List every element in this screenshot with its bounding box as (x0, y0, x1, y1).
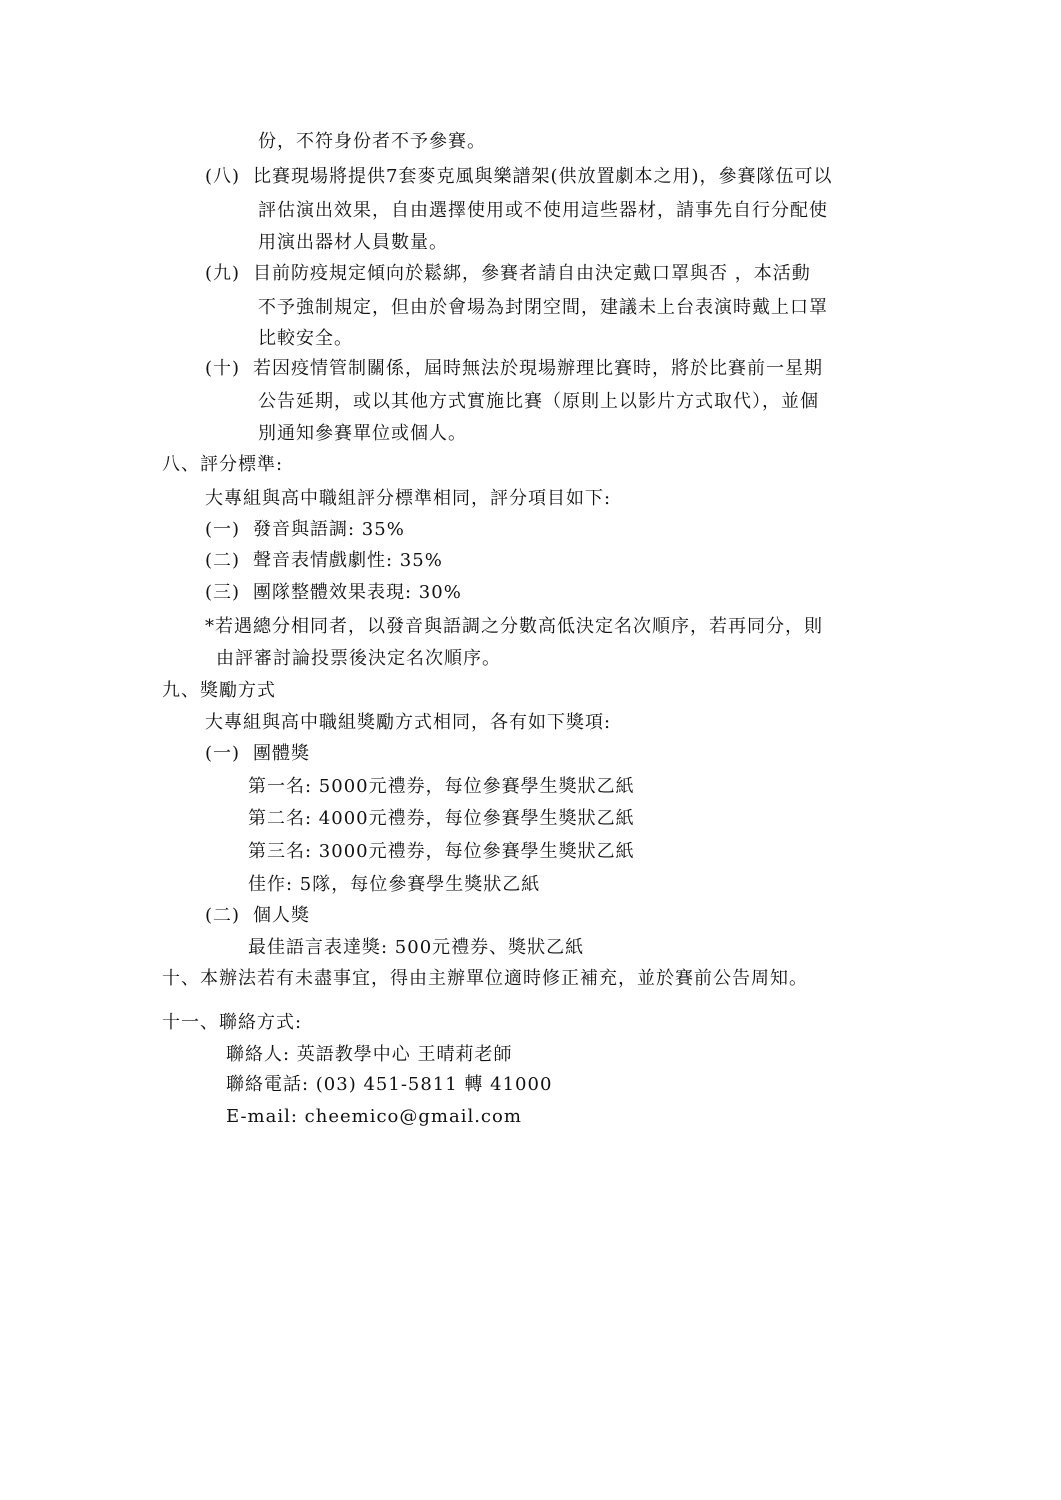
scoring-note-line-2: 由評審討論投票後決定名次順序。 (216, 648, 501, 669)
rule-item-10 (205, 356, 823, 382)
contact-phone: 聯絡電話: (03) 451-5811 轉 41000 (226, 1074, 553, 1095)
rule-item-10-line-1: 若因疫情管制關係，屆時無法於現場辦理比賽時，將於比賽前一星期 (253, 358, 823, 379)
group-prize-honorable: 佳作: 5隊，每位參賽學生獎狀乙紙 (248, 874, 541, 895)
rule-item-8-line-1: 比賽現場將提供7套麥克風與樂譜架(供放置劇本之用)，參賽隊伍可以 (253, 166, 833, 187)
rule-item-9-line-1: 目前防疫規定傾向於鬆綁，參賽者請自由決定戴口罩與否 ，本活動 (253, 263, 811, 284)
group-prize-2: 第二名: 4000元禮券，每位參賽學生獎狀乙紙 (248, 808, 635, 829)
scoring-item-3-text: 團隊整體效果表現: 30% (253, 582, 462, 603)
contact-person: 聯絡人: 英語教學中心 王晴莉老師 (226, 1044, 513, 1065)
scoring-note-line-1: *若遇總分相同者，以發音與語調之分數高低決定名次順序，若再同分，則 (205, 616, 823, 637)
individual-award-number: (二) (205, 905, 241, 926)
scoring-intro: 大專組與高中職組評分標準相同，評分項目如下: (205, 488, 612, 509)
group-award (205, 741, 310, 767)
rule-item-8-line-2: 評估演出效果，自由選擇使用或不使用這些器材，請事先自行分配使 (258, 200, 828, 221)
individual-prize: 最佳語言表達獎: 500元禮券、獎狀乙紙 (248, 937, 585, 958)
rules-continuation-line: 份，不符身份者不予參賽。 (258, 131, 486, 152)
group-award-number: (一) (205, 743, 241, 764)
individual-award-title: 個人獎 (253, 905, 310, 926)
rule-item-10-line-3: 別通知參賽單位或個人。 (258, 423, 467, 444)
scoring-item-1-number: (一) (205, 519, 241, 540)
rule-item-8 (205, 164, 833, 190)
rule-item-10-number: (十) (205, 358, 241, 379)
scoring-item-2-text: 聲音表情戲劇性: 35% (253, 550, 443, 571)
scoring-item-1-text: 發音與語調: 35% (253, 519, 405, 540)
awards-heading: 九、獎勵方式 (162, 680, 276, 701)
group-award-title: 團體獎 (253, 743, 310, 764)
scoring-heading: 八、評分標準: (162, 454, 284, 475)
rule-item-9 (205, 261, 811, 287)
scoring-item-2-number: (二) (205, 550, 241, 571)
rule-item-8-number: (八) (205, 166, 241, 187)
scoring-item-3 (205, 580, 462, 606)
scoring-item-2 (205, 548, 443, 574)
group-prize-3: 第三名: 3000元禮券，每位參賽學生獎狀乙紙 (248, 841, 635, 862)
rule-item-9-line-2: 不予強制規定，但由於會場為封閉空間，建議未上台表演時戴上口罩 (258, 297, 828, 318)
rule-item-8-line-3: 用演出器材人員數量。 (258, 232, 448, 253)
scoring-item-3-number: (三) (205, 582, 241, 603)
contact-heading: 十一、聯絡方式: (162, 1012, 303, 1033)
rule-item-9-number: (九) (205, 263, 241, 284)
group-prize-1: 第一名: 5000元禮券，每位參賽學生獎狀乙紙 (248, 776, 635, 797)
scoring-item-1 (205, 517, 405, 543)
rule-item-9-line-3: 比較安全。 (258, 328, 353, 349)
contact-email: E-mail: cheemico@gmail.com (226, 1106, 522, 1127)
individual-award (205, 903, 310, 929)
rule-item-10-line-2: 公告延期，或以其他方式實施比賽（原則上以影片方式取代），並個 (258, 391, 819, 412)
amendment-clause: 十、本辦法若有未盡事宜，得由主辦單位適時修正補充，並於賽前公告周知。 (162, 968, 808, 989)
awards-intro: 大專組與高中職組獎勵方式相同，各有如下獎項: (205, 712, 612, 733)
